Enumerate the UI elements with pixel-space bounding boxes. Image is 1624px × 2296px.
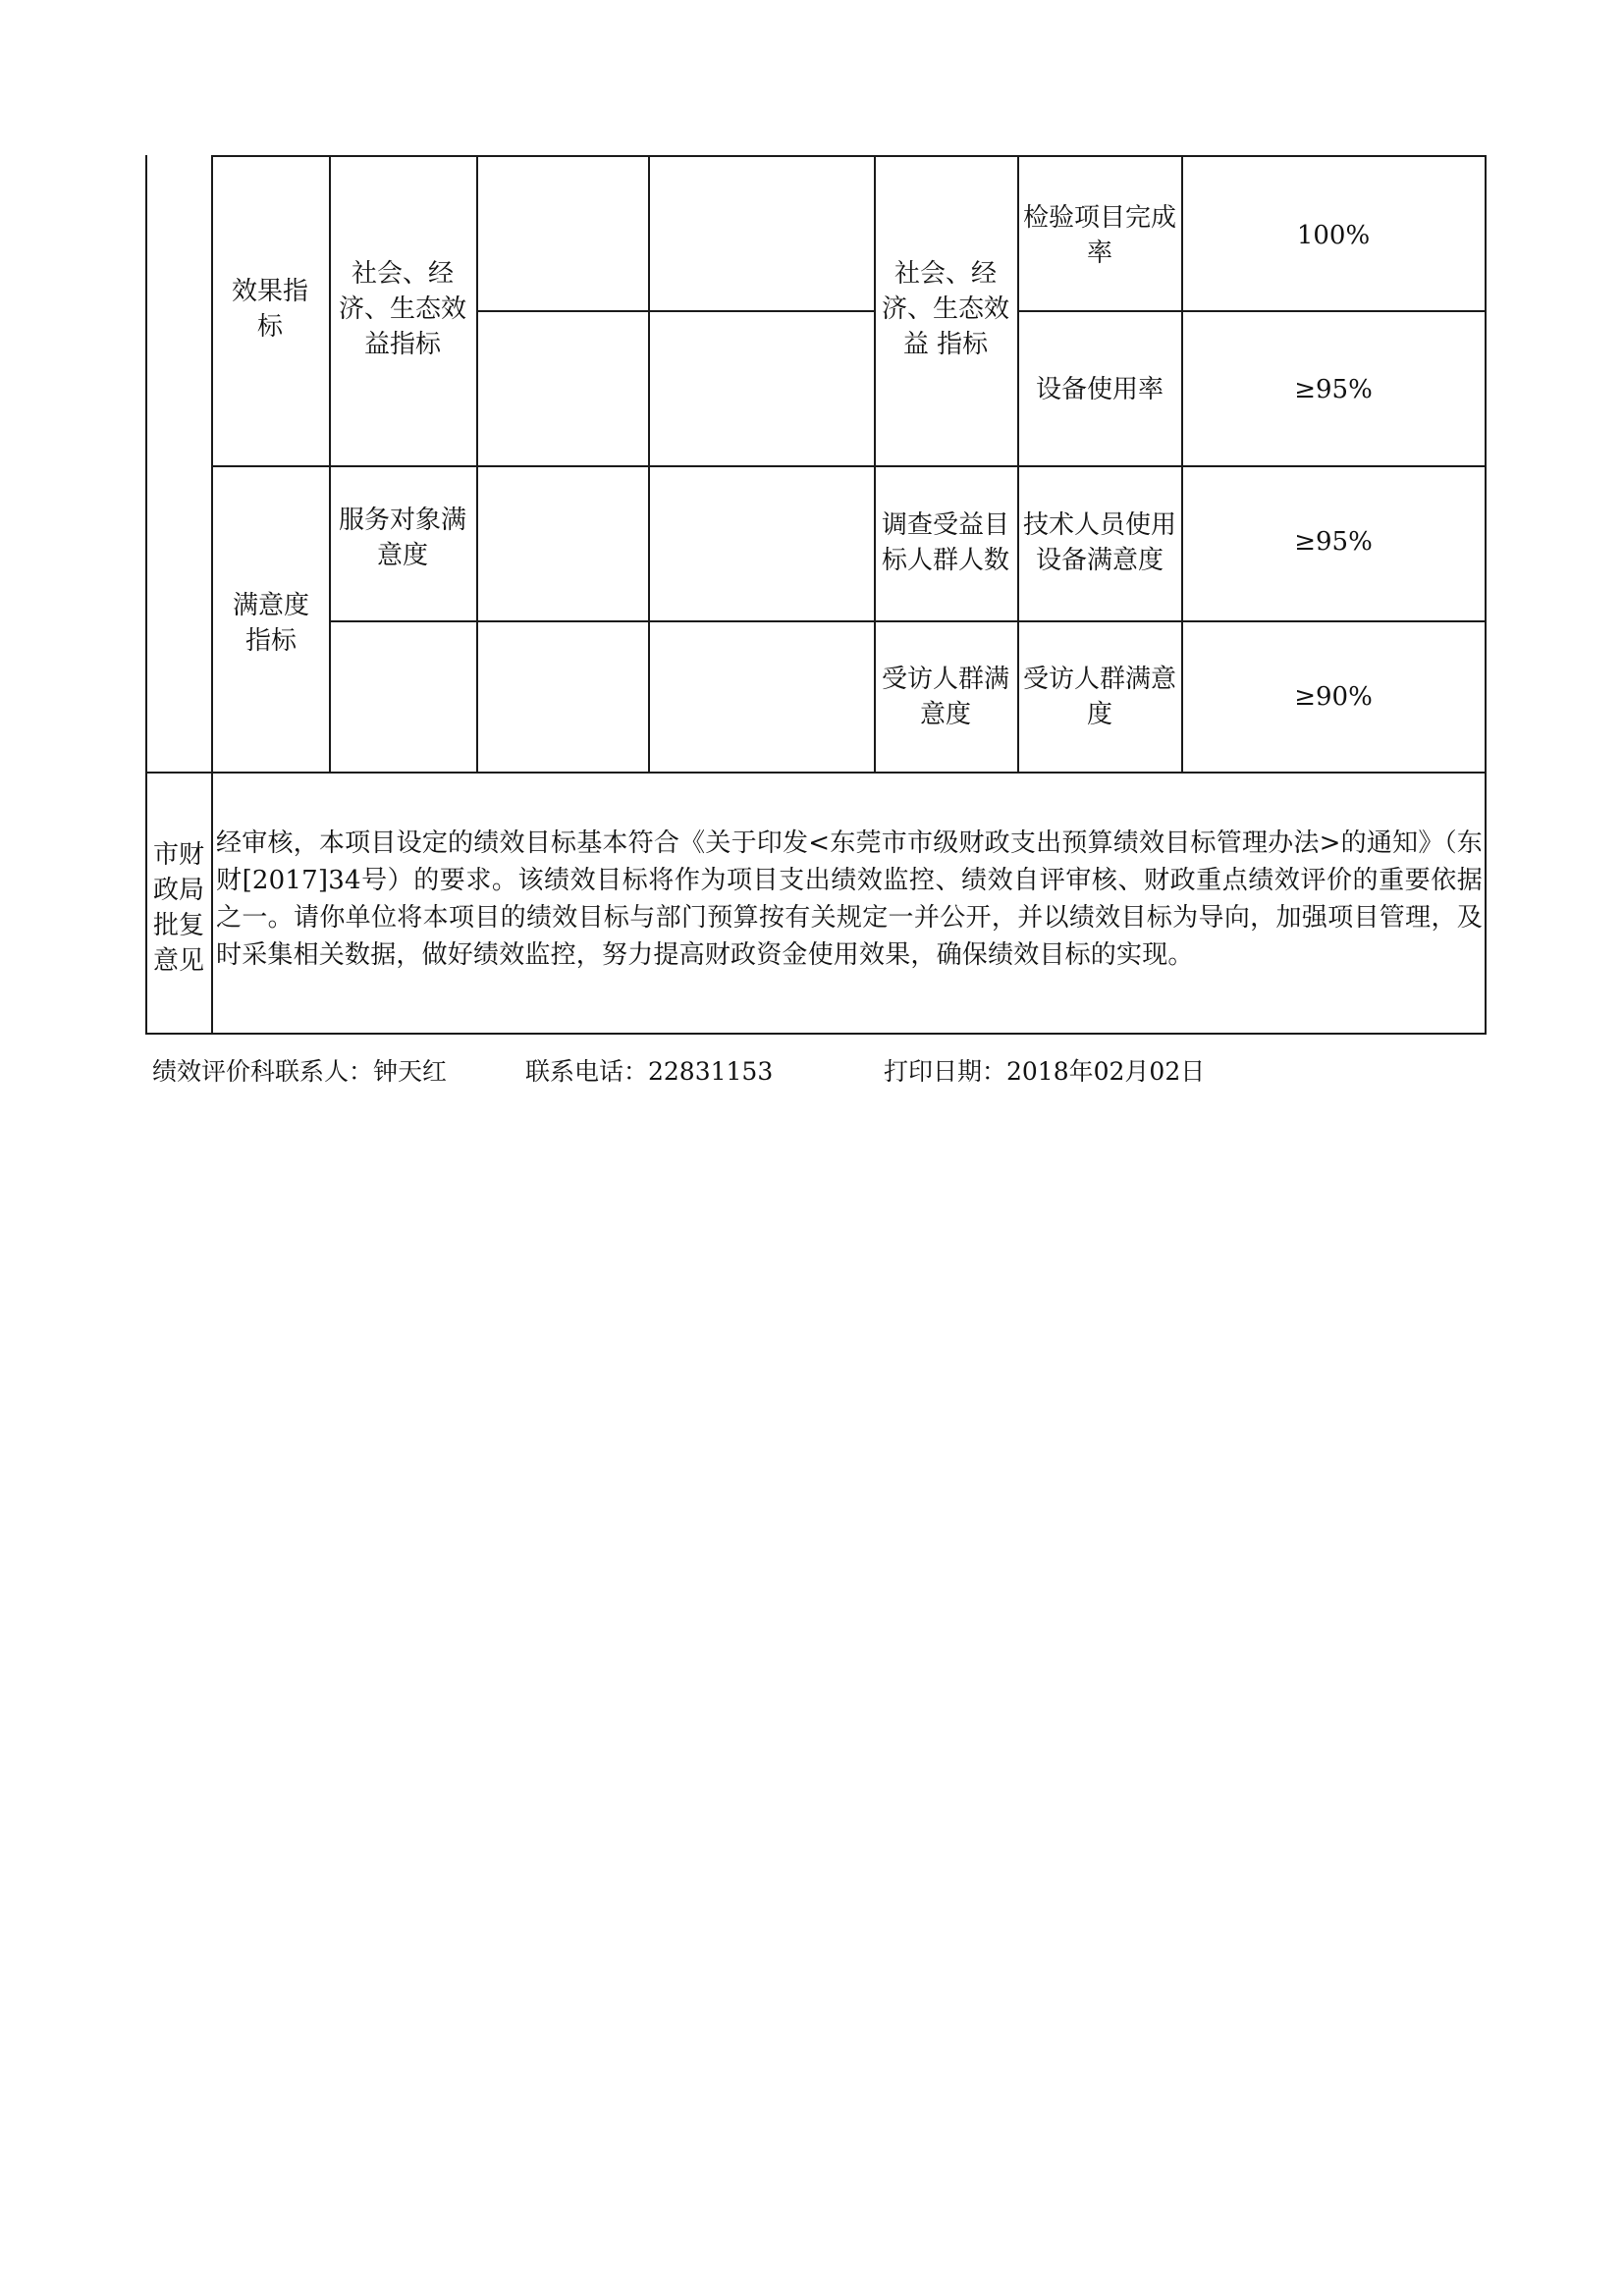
indicator-equipment-usage: 设备使用率 (1035, 375, 1164, 404)
footer-print-date: 打印日期：2018年02月02日 (884, 1057, 1206, 1086)
rule-v-outer-left (145, 155, 147, 1035)
effect-indicator-label: 效果指标 (231, 277, 308, 342)
footer-phone: 联系电话：22831153 (525, 1057, 774, 1086)
approval-label: 市财政局批复意见 (152, 840, 204, 976)
footer-contact: 绩效评价科联系人：钟天红 (152, 1057, 448, 1086)
target-interviewed-satisfaction: ≥90% (1294, 682, 1373, 712)
rule-v-col2 (329, 155, 331, 774)
target-equipment-usage: ≥95% (1294, 375, 1373, 404)
satisfaction-indicator-label: 满意度指标 (232, 591, 309, 656)
indicator-interviewed-satisfaction: 受访人群满意度 (1022, 665, 1176, 729)
indicator-tech-staff-satisfaction: 技术人员使用设备满意度 (1022, 509, 1176, 575)
rule-v-col1 (211, 155, 213, 1035)
satisfaction-third-level-interviewed: 受访人群满意度 (881, 665, 1009, 729)
satisfaction-second-level: 服务对象满意度 (338, 506, 466, 570)
rule-table-mid (145, 772, 1487, 774)
rule-v-col6 (1017, 155, 1019, 774)
satisfaction-third-level-survey: 调查受益目标人群人数 (881, 509, 1009, 575)
rule-v-col4 (648, 155, 650, 774)
rule-v-col3 (476, 155, 478, 774)
rule-effect-bottom (211, 465, 1487, 467)
effect-third-level: 社会、经济、生态效益 指标 (881, 259, 1009, 359)
indicator-inspection-completion: 检验项目完成率 (1022, 203, 1176, 268)
rule-top (211, 155, 1487, 157)
rule-v-col5 (874, 155, 876, 774)
target-inspection-completion: 100% (1296, 221, 1371, 250)
rule-v-outer-right (1485, 155, 1487, 1035)
rule-satisfaction-mid (329, 620, 1487, 622)
approval-opinion-text: 经审核，本项目设定的绩效目标基本符合《关于印发<东莞市市级财政支出预算绩效目标管理办法>的通知》（东财[2017]34号）的要求。该绩效目标将作为项目支出绩效监控、绩效自评审核、财政重点绩效评价的重要依据之一。请你单位将本项目的绩效目标与部门预算按有关规定一并公开，并以绩效目标为导向，加强项目管理，及时采集相关数据，做好绩效监控，努力提高财政资金使用效果，确保绩效目标的实现。 (216, 828, 1483, 970)
rule-effect-mid-left (476, 310, 874, 312)
target-tech-staff-satisfaction: ≥95% (1294, 527, 1373, 557)
rule-bottom (145, 1033, 1487, 1035)
rule-effect-mid-right (1017, 310, 1487, 312)
effect-second-level: 社会、经济、生态效益指标 (338, 259, 466, 359)
